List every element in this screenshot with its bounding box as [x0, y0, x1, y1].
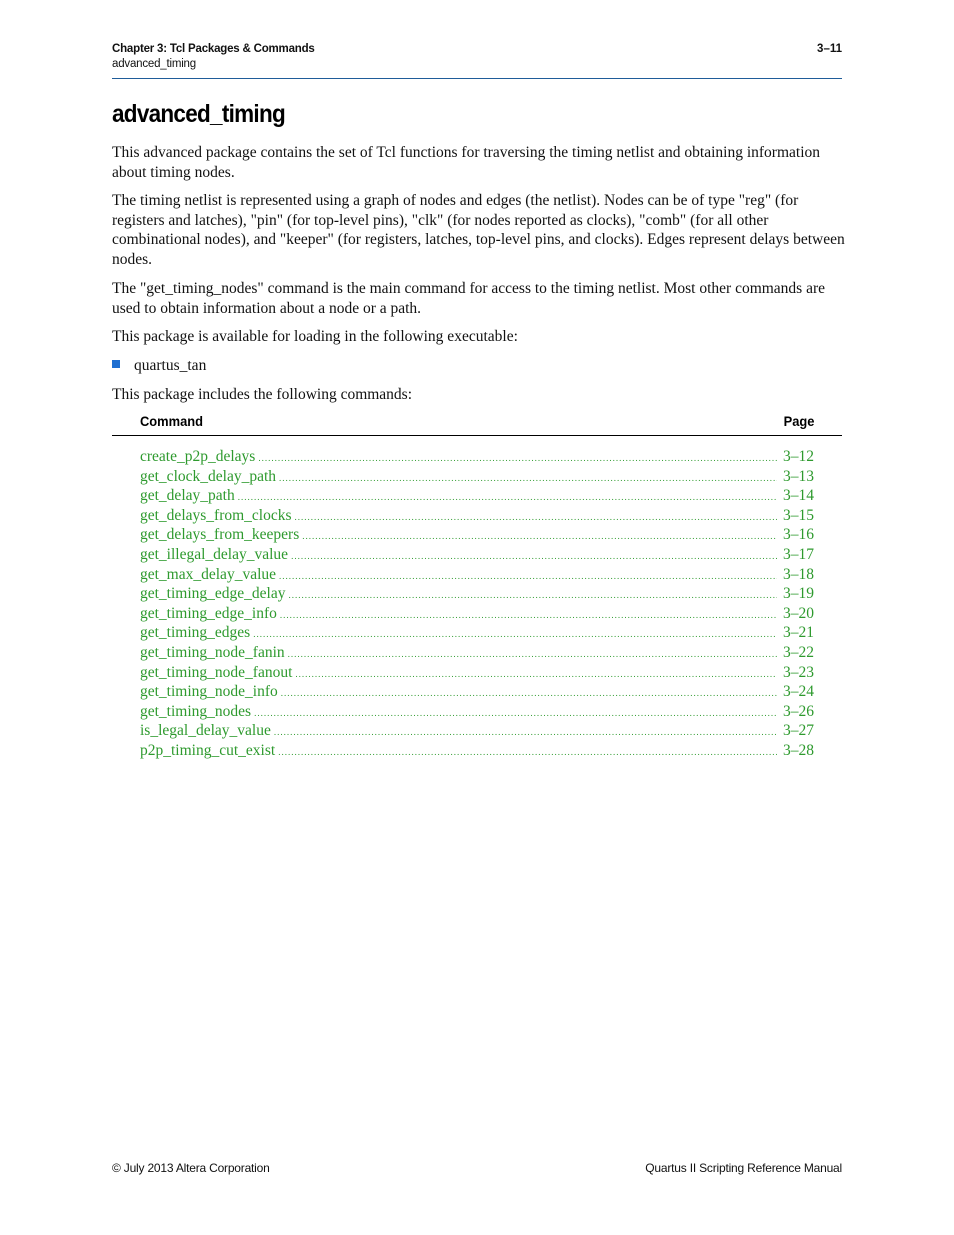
command-link[interactable]: get_timing_node_fanout: [140, 663, 293, 681]
command-link-row[interactable]: [140, 722, 814, 742]
page-reference-link[interactable]: 3–15: [783, 506, 814, 524]
paragraph-includes: This package includes the following commands:: [112, 386, 413, 403]
dot-leader: [288, 649, 777, 659]
dot-leader: [295, 512, 777, 522]
command-link[interactable]: get_max_delay_value: [140, 565, 277, 583]
bullet-square-icon: [112, 360, 120, 368]
table-header: [112, 413, 842, 436]
dot-leader: [274, 727, 777, 737]
page-reference-link[interactable]: 3–13: [783, 467, 814, 485]
command-link[interactable]: get_timing_edge_info: [140, 604, 277, 622]
command-link-row[interactable]: [140, 546, 814, 566]
page-reference-link[interactable]: 3–28: [783, 741, 814, 759]
page-reference-link[interactable]: 3–19: [783, 585, 814, 603]
paragraph-netlist: The timing netlist is represented using a graph of nodes and edges (the netlist). Nodes can be of type "reg" (for registers and latches), "pin" (for top-level pins), "clk" (for nodes reported as clocks), "comb" (for all other combinational nodes), and "keeper" (for registers, latches, top-level pins, and clocks). Edges represent delays between nodes.: [112, 192, 845, 268]
page-reference-link[interactable]: 3–27: [783, 722, 814, 740]
page-reference-link[interactable]: 3–23: [783, 663, 814, 681]
command-link[interactable]: get_timing_node_fanin: [140, 643, 285, 661]
command-link[interactable]: get_delay_path: [140, 487, 235, 505]
command-link-row[interactable]: [140, 487, 814, 507]
page-reference-link[interactable]: 3–24: [783, 683, 814, 701]
dot-leader: [302, 531, 777, 541]
footer-copyright: © July 2013 Altera Corporation: [112, 1161, 270, 1175]
command-link[interactable]: is_legal_delay_value: [140, 722, 271, 740]
command-link[interactable]: get_timing_nodes: [140, 702, 252, 720]
dot-leader: [258, 453, 777, 463]
page-reference-link[interactable]: 3–18: [783, 565, 814, 583]
command-link-row[interactable]: [140, 507, 814, 527]
bullet-item: [112, 357, 206, 375]
command-link[interactable]: get_timing_edge_delay: [140, 585, 286, 603]
command-link[interactable]: create_p2p_delays: [140, 448, 256, 465]
command-link-row[interactable]: [140, 703, 814, 723]
page-reference-link[interactable]: 3–20: [783, 604, 814, 622]
command-link-row[interactable]: [140, 468, 814, 488]
dot-leader: [279, 473, 777, 483]
column-header-command: Command: [140, 413, 203, 429]
page-reference-link[interactable]: 3–26: [783, 702, 814, 720]
command-link-row[interactable]: [140, 448, 814, 468]
command-link-row[interactable]: [140, 566, 814, 586]
command-link-row[interactable]: [140, 683, 814, 703]
page-reference-link[interactable]: 3–14: [783, 487, 814, 505]
page-header: [112, 42, 842, 79]
dot-leader: [281, 688, 777, 698]
bullet-text: quartus_tan: [134, 357, 207, 374]
dot-leader: [289, 590, 778, 600]
paragraph-command: The "get_timing_nodes" command is the main command for access to the timing netlist. Most other commands are used to obtain information about a node or a path.: [112, 280, 826, 317]
dot-leader: [291, 551, 777, 561]
page-reference-link[interactable]: 3–16: [783, 526, 814, 544]
page-reference-link[interactable]: 3–17: [783, 545, 814, 563]
command-link[interactable]: get_clock_delay_path: [140, 467, 277, 485]
command-link[interactable]: get_timing_node_info: [140, 683, 278, 701]
page-reference-link[interactable]: 3–21: [783, 624, 814, 642]
command-list: [140, 448, 814, 762]
command-link[interactable]: get_delays_from_clocks: [140, 506, 292, 524]
dot-leader: [254, 708, 777, 718]
dot-leader: [278, 747, 777, 757]
command-link-row[interactable]: [140, 585, 814, 605]
paragraph-intro: This advanced package contains the set of Tcl functions for traversing the timing netlist and obtaining information about timing nodes.: [112, 144, 820, 181]
chapter-title: Chapter 3: Tcl Packages & Commands: [112, 43, 315, 55]
dot-leader: [280, 610, 777, 620]
dot-leader: [295, 669, 777, 679]
command-link-row[interactable]: [140, 624, 814, 644]
page-number: 3–11: [817, 43, 842, 55]
dot-leader: [238, 492, 777, 502]
command-link-row[interactable]: [140, 644, 814, 664]
column-header-page: Page: [783, 413, 814, 429]
command-link-row[interactable]: [140, 742, 814, 762]
command-link-row[interactable]: [140, 526, 814, 546]
footer-manual-title: Quartus II Scripting Reference Manual: [645, 1161, 842, 1175]
command-link[interactable]: p2p_timing_cut_exist: [140, 741, 276, 759]
command-link[interactable]: get_illegal_delay_value: [140, 545, 289, 563]
dot-leader: [279, 571, 777, 581]
paragraph-executable: This package is available for loading in the following executable:: [112, 328, 518, 345]
command-link-row[interactable]: [140, 605, 814, 625]
page-reference-link[interactable]: 3–22: [783, 643, 814, 661]
section-name: advanced_timing: [112, 58, 196, 70]
command-link[interactable]: get_timing_edges: [140, 624, 251, 642]
page-title: advanced_timing: [112, 100, 286, 128]
command-link-row[interactable]: [140, 664, 814, 684]
command-link[interactable]: get_delays_from_keepers: [140, 526, 300, 544]
dot-leader: [253, 629, 777, 639]
page-reference-link[interactable]: 3–12: [783, 448, 814, 465]
